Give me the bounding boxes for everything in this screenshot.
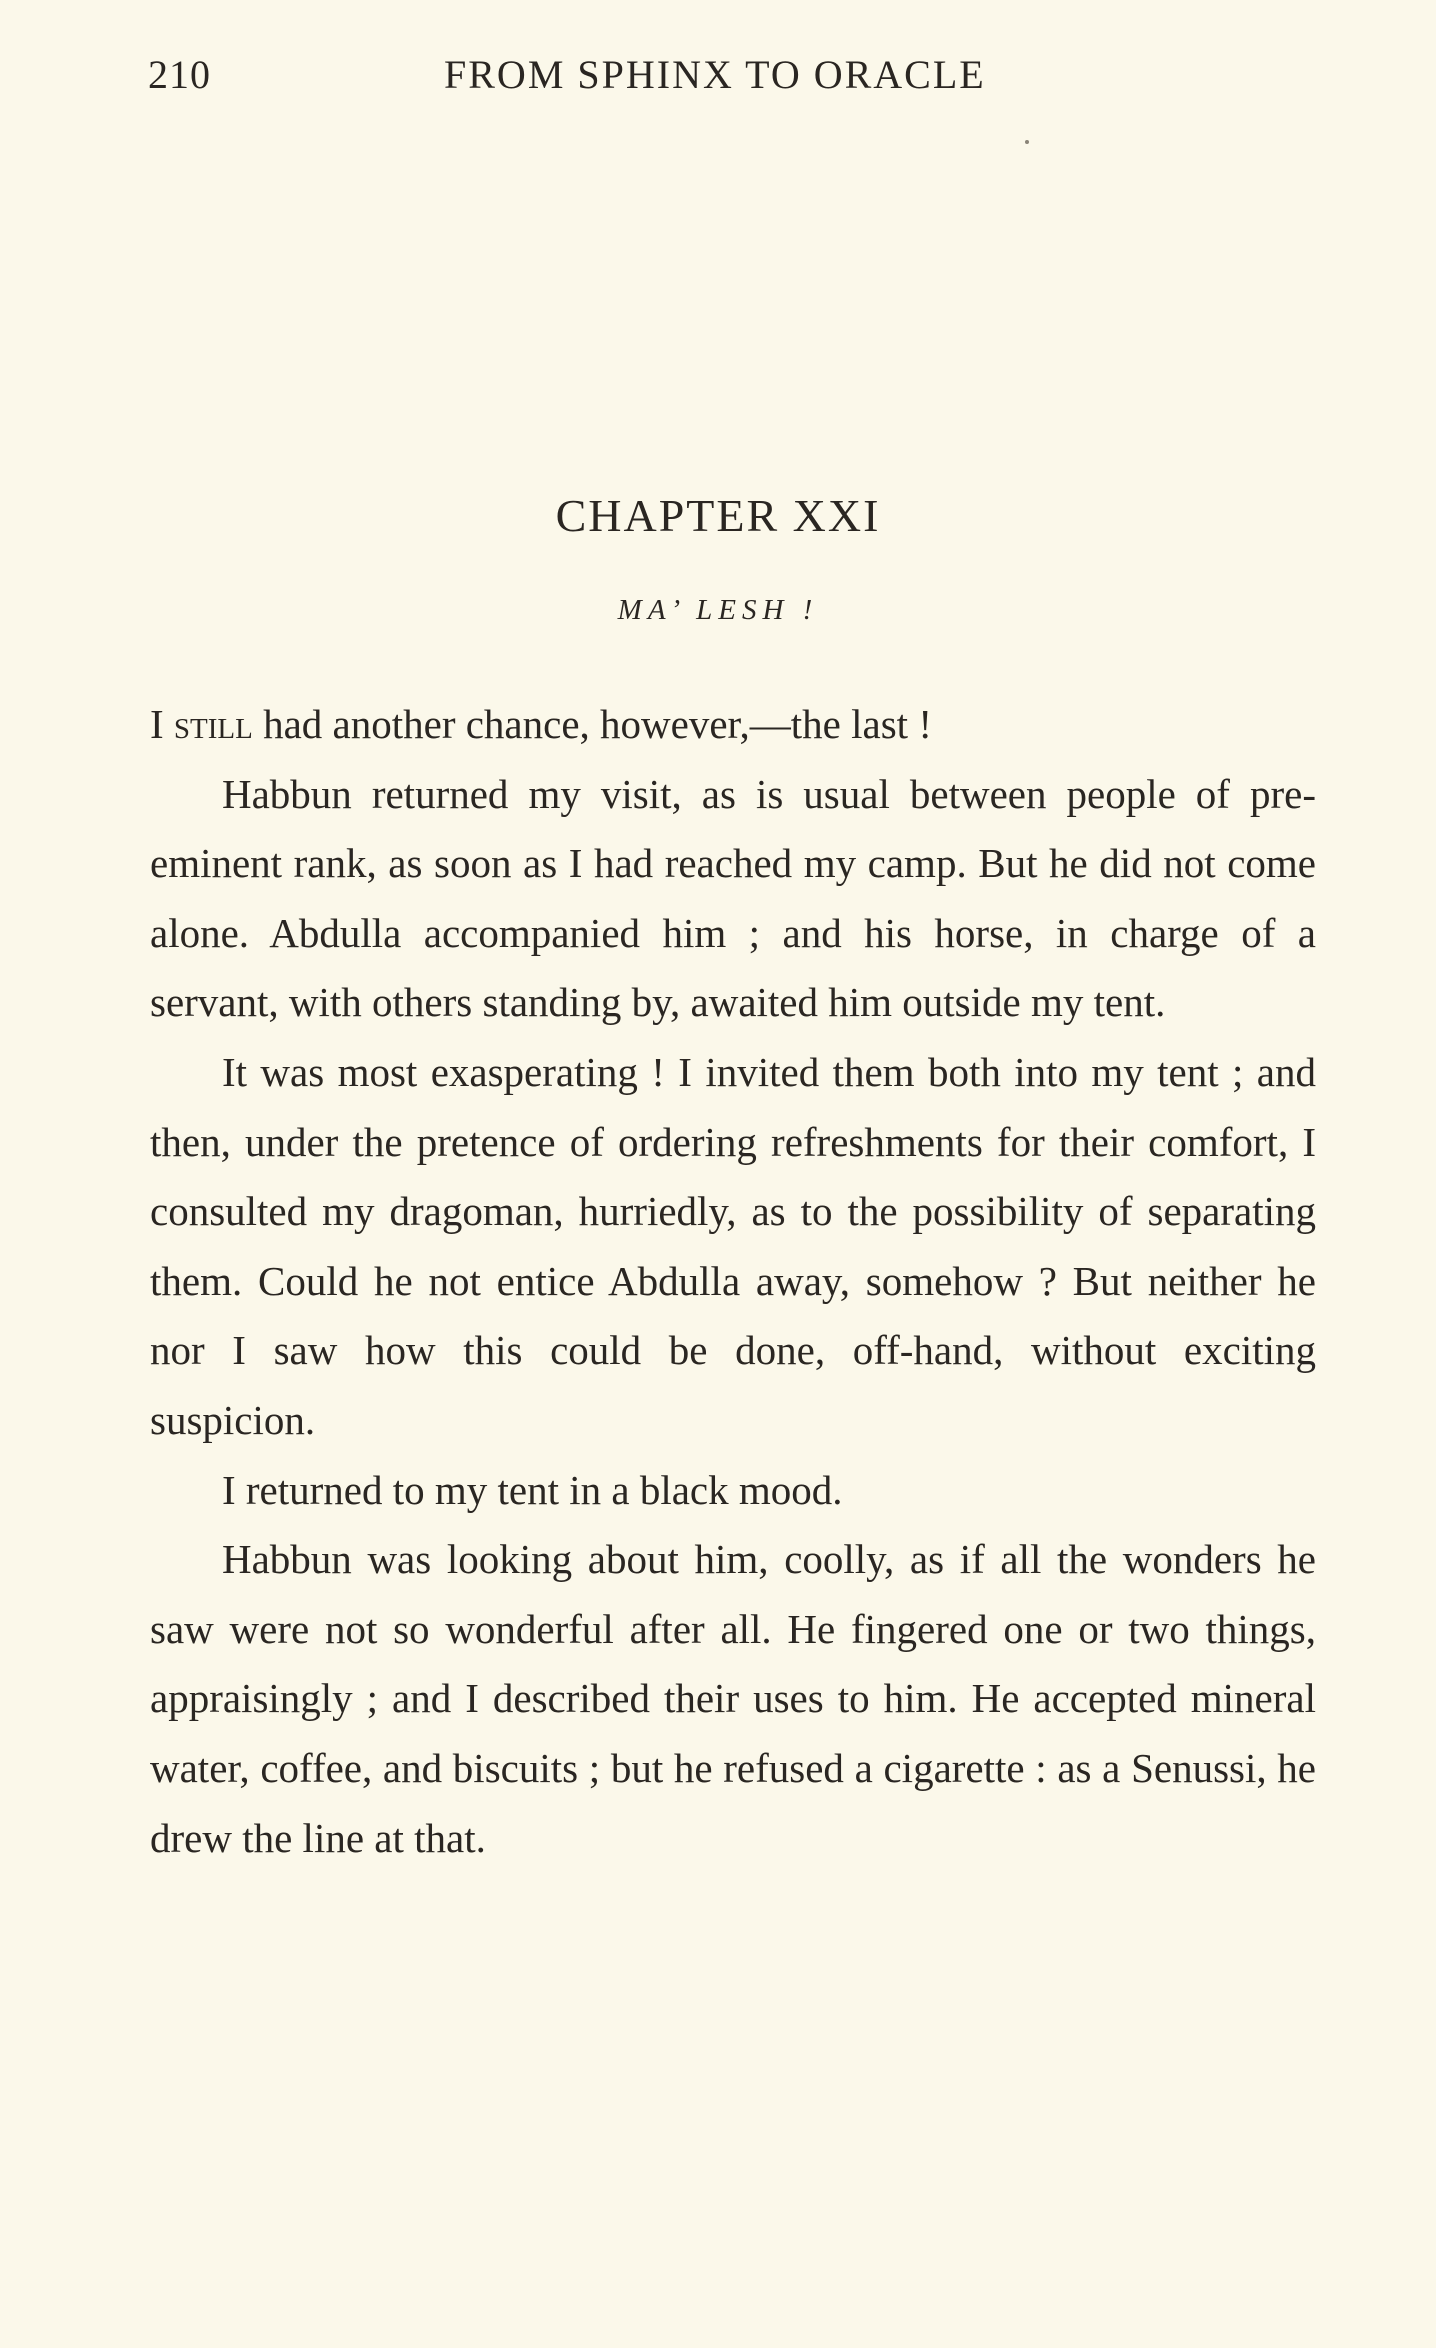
chapter-subtitle: MA’ LESH ! xyxy=(617,594,819,626)
running-head xyxy=(148,50,1324,100)
ink-speck xyxy=(1025,140,1029,144)
paragraph-5: Habbun was looking about him, coolly, as if all the wonders he saw were not so wonderful after all. He fingered one or two things, appraisingly ; and I described their uses to him. He accepted mineral water, coffee, and biscuits ; but he refused a cigarette : as a Senussi, he drew the line at that. xyxy=(150,1536,1316,1861)
paragraph-4: I returned to my tent in a black mood. xyxy=(222,1466,843,1513)
body-text xyxy=(150,690,1316,1873)
paragraph-1-small-caps: still xyxy=(173,701,253,747)
paragraph-3: It was most exasperating ! I invited them both into my tent ; and then, under the pretence of ordering refreshments for their comfort, I consulted my dragoman, hurriedly, as to the possibility of separating them. Could he not entice Abdulla away, somehow ? But neither he nor I saw how this could be done, off-hand, without exciting suspicion. xyxy=(150,1048,1316,1443)
paragraph-1 xyxy=(150,690,1316,760)
paragraph-2: Habbun returned my visit, as is usual between people of pre-eminent rank, as soon as I had reached my camp. But he did not come alone. Abdulla accompanied him ; and his horse, in charge of a servant, with others standing by, awaited him outside my tent. xyxy=(150,770,1316,1026)
page-number: 210 xyxy=(148,52,211,97)
running-title: FROM SPHINX TO ORACLE xyxy=(444,52,986,97)
paragraph-1-lead: I xyxy=(150,701,174,747)
paragraph-1-rest: had another chance, however,—the last ! xyxy=(252,701,932,747)
chapter-heading: CHAPTER XXI xyxy=(555,490,881,541)
